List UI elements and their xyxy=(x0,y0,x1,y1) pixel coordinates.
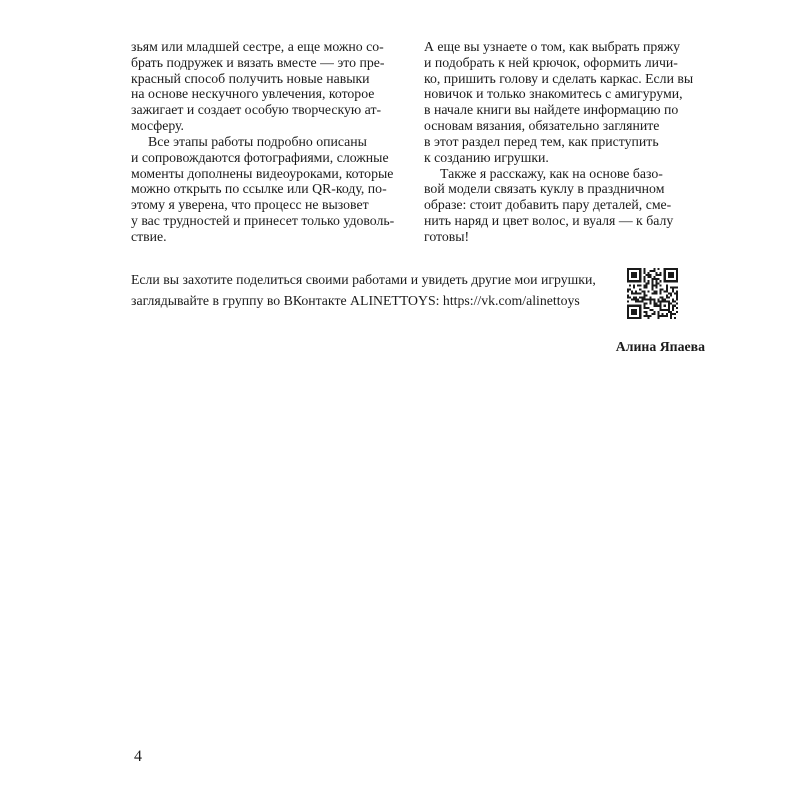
text-line: А еще вы узнаете о том, как выбрать пряжу xyxy=(424,39,681,54)
text-line: брать подружек и вязать вместе — это пре- xyxy=(131,54,385,70)
text-line: зьям или младшей сестре, а еще можно со- xyxy=(131,39,384,54)
text-line: и подобрать к ней крючок, оформить личи- xyxy=(424,54,678,70)
text-line: в начале книги вы найдете информацию по xyxy=(424,102,679,118)
author-signature: Алина Япаева xyxy=(615,339,705,354)
text-line: мосферу. xyxy=(131,118,185,134)
text-line: красный способ получить новые навыки xyxy=(131,70,370,86)
text-line: у вас трудностей и принесет только удоволь- xyxy=(131,213,395,229)
text-line: и сопровождаются фотографиями, сложные xyxy=(131,149,389,165)
text-line: нить наряд и цвет волос, и вуаля — к балу xyxy=(424,213,674,229)
text-line: ствие. xyxy=(131,228,167,244)
text-line: основам вязания, обязательно загляните xyxy=(424,118,660,134)
text-line: ко, пришить голову и сделать каркас. Если вы xyxy=(424,70,694,86)
text-line: новичок и только знакомитесь с амигуруми, xyxy=(424,86,683,102)
left-column xyxy=(131,39,403,245)
text-line: можно открыть по ссылке или QR-коду, по- xyxy=(131,181,387,197)
page-number: 4 xyxy=(134,748,142,765)
footer-note-line: заглядывайте в группу во ВКонтакте ALINETTOYS: https://vk.com/alinettoys xyxy=(131,292,580,308)
footer-note-line: Если вы захотите поделиться своими работами и увидеть другие мои игрушки, xyxy=(131,272,596,287)
text-line: образе: стоит добавить пару деталей, сме- xyxy=(424,197,672,213)
footer-note xyxy=(131,270,616,311)
right-column xyxy=(424,39,704,245)
text-line: готовы! xyxy=(424,228,470,244)
text-line: вой модели связать куклу в праздничном xyxy=(424,181,665,197)
qr-code-icon xyxy=(627,268,678,319)
text-line: к созданию игрушки. xyxy=(424,149,549,165)
text-line: моменты дополнены видеоуроками, которые xyxy=(131,165,394,181)
text-line: Также я расскажу, как на основе базо- xyxy=(440,165,663,181)
text-line: на основе нескучного увлечения, которое xyxy=(131,86,375,102)
text-line: в этот раздел перед тем, как приступить xyxy=(424,133,659,149)
text-line: этому я уверена, что процесс не вызовет xyxy=(131,197,369,213)
text-line: Все этапы работы подробно описаны xyxy=(148,133,367,149)
text-line: зажигает и создает особую творческую ат- xyxy=(131,102,382,118)
